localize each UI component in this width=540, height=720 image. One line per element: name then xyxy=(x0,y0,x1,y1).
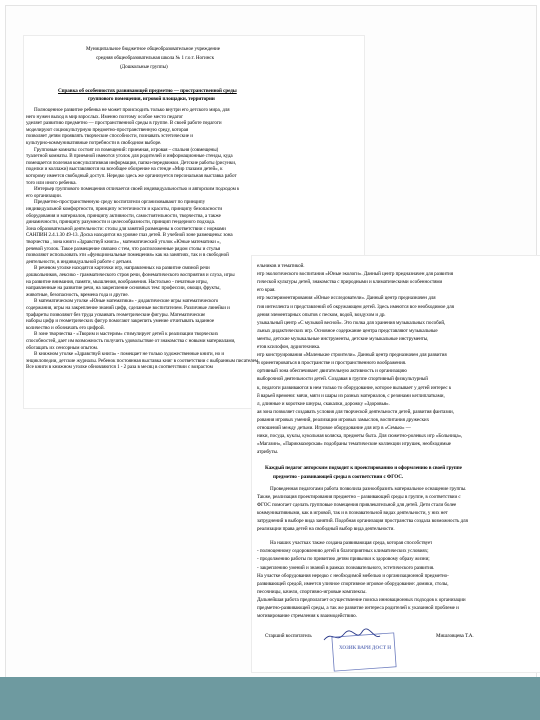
org-name-line-3: (Дошкольные группы) xyxy=(120,64,168,70)
second-page-body-line: атрибуты. xyxy=(257,449,279,456)
first-page-body-line: речевой уголок. Такое размещение связано с тем, что расположенные рядом столы и стулья xyxy=(26,245,221,252)
second-page-body-line: коммуникативными, как в игровой, так и в познавательной видах деятельности, у них нет xyxy=(257,509,448,516)
second-page-body-line: Дальнейшая работа предполагает осуществление поиска инновационных подходов к организации xyxy=(257,596,466,603)
second-page-body-line: На наших участках также создана развивающая среда, которая способствует xyxy=(270,540,433,547)
first-page-body-line: САНПИН 2.4.1.30 49-13. Доска находится на уровне глаз детей. В учебной зоне размещены: зона xyxy=(26,232,233,239)
first-page-body-line: поделки и коллажи) выставляются на всеобщее обозрение на стенде «Мир глазами детей», к xyxy=(26,166,223,173)
second-page-body-line: ортивный зона обеспечивает двигательную активность и организацию xyxy=(257,368,407,375)
second-page-body-line: затруднений в выборе вида занятий. Подобная организация пространства создала возможность для xyxy=(257,518,468,524)
footer-band xyxy=(0,677,540,720)
org-name-line-1: Муниципальное бюджетное общеобразовательное учреждение xyxy=(86,46,220,52)
first-page-body-line: способностей, дает им возможность получить удовольствие от знакомства с новыми материалами, xyxy=(26,338,236,344)
first-page-body-line: В речевом уголке находятся карточки игр, направленных на развитие связной речи xyxy=(34,265,210,272)
first-page-body-line: на развитие внимания, памяти, мышления, воображения. Настольно - печатные игры, xyxy=(26,278,208,285)
first-page-body-line: обогащать их сенсорным опытом. xyxy=(26,344,99,351)
second-page-body-line: нтр конструирования «Маленькие строители». Данный центр предназначен для развития xyxy=(257,352,447,359)
second-page-body-line: и ориентироваться в пространстве и пространственного воображения. xyxy=(257,360,407,367)
second-page-body-line: ельников и тематикой. xyxy=(257,263,305,269)
first-page-body-line: животные, безопасность, времена года и другие. xyxy=(26,291,129,298)
first-page-body-line: индивидуальной комфортности, принципу эстетичности и красоты, принципу безопасности xyxy=(26,206,223,212)
first-page-body-line: Интерьер группового помещения отличается своей индивидуальностью и авторским подходом к xyxy=(34,186,240,193)
first-page-body-line: энциклопедии, детские журналы. Ребенок постоянная выставка книг в соответствии с выбранным писателем. xyxy=(26,357,260,364)
first-page-body-line: дошкольников, лексико - грамматического строя речи, фонематического восприятия и слуха, игры xyxy=(26,272,235,278)
second-page-body-line: нтр экологического воспитания «Юные экологи». Данный центр предназначен для развития xyxy=(257,271,453,278)
second-page-body-line: реализации права детей на свободный выбор вида деятельности. xyxy=(257,526,395,533)
first-page-body-line: которому имеется свободный доступ. Нередко здесь же организуется персональная выставка работ xyxy=(26,173,237,179)
second-page-body-line: выборочной деятельности детей. Создавая в группе спортивный физкультурный xyxy=(257,376,428,383)
first-page-body-line: Все книги в книжном уголке обновляются 1 - 2 раза в месяц в соответствии с возрастом xyxy=(26,364,213,371)
second-page-body-line: рования игровых умений, реализации игровых замыслов, воспитания дружеских xyxy=(257,416,430,423)
first-page-body-line: В зоне творчества - «Творим и мастерим» стимулирует детей к реализации творческих xyxy=(34,331,219,338)
signature-role: Старший воспитатель xyxy=(265,633,312,639)
second-page-body-line: предметно - развивающей среды в соответствии с ФГОС. xyxy=(273,473,404,480)
second-page-body-line: - продолжению работы по привитию детям привычки к здоровому образу жизни; xyxy=(257,556,430,563)
second-page-body-line: предметно-развивающей среды, а так же развитие интереса родителей к указанной проблеме и xyxy=(257,605,459,611)
first-page-body-line: помещается полезная консультативная информация, папки-передвижки. Детские работы (рисунки, xyxy=(26,159,237,166)
stamp-mark xyxy=(331,631,401,675)
document-title-line-2: группового помещения, игровой площадки, территории xyxy=(88,96,215,102)
first-page-body-line: позволяет детям проявлять творческие способности, познавать эстетические и xyxy=(26,133,193,140)
stamp-text: ХОЗИК ВАРИ ДОСТ Н xyxy=(339,646,392,651)
first-page-body-line: направленные на развитие речи, на закрепление основных тем: профессии, овощи, фрукты, xyxy=(26,285,221,292)
first-page-body-line: Зона образовательной деятельности: столы для занятий размещены в соответствии с нормами xyxy=(26,225,226,232)
document-title-line-1: Справка об особенностях развивающей предметно — пространственной среды xyxy=(58,88,237,94)
first-page-body-line: моделируют социокультурную предметно-пространственную среду, которая xyxy=(26,126,189,133)
first-page-body-line: Групповые комнаты состоят из помещений: приемная, игровая – спальня (совмещены) xyxy=(34,146,219,153)
second-page-body-line: л, длинные и короткие шнуры, скакалки, дорожку «Здоровья». xyxy=(257,400,390,407)
second-page-body-line: нтр экспериментирования «Юные исследователи». Данный центр предназначен для xyxy=(257,295,436,302)
second-page-body-line: - закреплению умений и знаний в рамках познавательного, эстетического развития. xyxy=(257,564,435,571)
first-page-body-line: культурно-коммуникативные потребности в свободном выборе. xyxy=(26,140,162,146)
second-page-body-line: ники, посуда, куклы, кукольная коляска, предметы быта. Для сюжетно-ролевых игр «Больница», xyxy=(257,433,463,440)
first-page-body-line: наборы цифр и геометрических фигур помогают закрепить умение отчитывать заданное xyxy=(26,318,215,325)
first-page-body-line: Полноценное развитие ребенка не может происходить только внутри его детского мира, для xyxy=(34,107,230,113)
first-page-body-line: того или иного ребенка. xyxy=(26,179,77,186)
first-page-body-line: В математическом уголке «Юные математики» - дидактические игры математического xyxy=(34,298,219,305)
second-page-body-line: менты, детские музыкальные инструменты, детские музыкальные инструменты, xyxy=(257,335,429,342)
second-page-body-line: й варьей времени: мячи, мяги и шары из разных материалов, с резинами кеглиплатками, xyxy=(257,392,445,399)
second-page-body-line: Каждый педагог авторским подходит к проектированию и оформлению в своей группе xyxy=(265,465,462,472)
first-page-body-line: туалетной комнаты. В приемной имеются уголок для родителей и информационные стенды, куда xyxy=(26,153,233,160)
second-page-body-line: льных дидактических игр. Основное содержание центра представляют музыкальные xyxy=(257,327,438,334)
first-page-body-line: В книжном уголке «Здравствуй книга» - помещает не только художественные книги, но и xyxy=(34,351,225,358)
second-page-body-line: песочницы, качели, спортивно-игровые комплексы. xyxy=(257,588,367,595)
first-page-body-line: Предметно-пространственную среду воспитатели организовывают по принципу xyxy=(34,199,206,206)
second-page-body-line: ая зона позволяет создавать условия для творческой деятельности детей, развития фантазии, xyxy=(257,408,454,415)
first-page-body-line: творчества , зона книги «Здравствуй книга» , математический уголок «Юные математики », xyxy=(26,239,221,245)
second-page-body-line: к, педагоги развиваются в нем только то оборудование, которое вызывает у детей интерес к xyxy=(257,384,452,391)
second-page-body-line: «Магазин», «Парикмахерская» подобраны тематические коллекции игрушек, необходимые xyxy=(257,441,451,448)
second-page-body-line: етов ксилофон, аудиотехника. xyxy=(257,344,321,350)
org-name-line-2: средняя общеобразовательная школа № 1 г.о.т. Ногинск xyxy=(96,55,215,61)
first-page-body-line: него нужен выход в мир взрослых. Именно поэтому особое место педагог xyxy=(26,113,184,120)
second-page-body-line: - полноценному оздоровлению детей в благоприятных климатических условиях; xyxy=(257,548,429,555)
signature-name: Мишловцева Т.А. xyxy=(436,633,474,639)
first-page-body-line: количество и обозначать его цифрой. xyxy=(26,324,105,331)
first-page-body-line: содержания, игры на закрепление знаний цифр, сделанные воспитателем. Различные линейки и xyxy=(26,305,230,311)
first-page-body-line: деятельности, в индивидуальной работе с детьми. xyxy=(26,258,133,265)
first-page-body-line: трафареты позволяют без труда усваивать геометрические фигуры. Математические xyxy=(26,311,206,318)
second-page-body-line: развивающей средой, имеется уличное спортивное игровое оборудование: домики, столы, xyxy=(257,580,449,587)
first-page-body-line: оборудования и материалов, принципу активности, самостоятельности, творчества, а также xyxy=(26,212,221,219)
second-page-body-line: гической культуры детей, знакомства с природными и климатическими особенностями xyxy=(257,279,443,286)
first-page-body-line: уделяет развитию предметно — пространственной среды в группе. В своей работе педагоги xyxy=(26,120,222,127)
second-page-body-line: мотивирование стремления к взаимодействию. xyxy=(257,613,357,620)
second-page-body-line: отношений между детьми. Игровое оборудование для игр в «Семью» — xyxy=(257,425,411,431)
first-page-body-line: позволяют использовать эти «функциональные помещения» как на занятиях, так и в свободной xyxy=(26,252,229,259)
first-page-body-line: динамичности, принципу разумности и целесообразности, принцип гендерного подхода. xyxy=(26,219,216,226)
second-page-body-line: гия интеллекта и представлений об окружающем детей. Здесь имеются все необходимое для xyxy=(257,303,454,310)
second-page-body-line: узыкальный центр «С музыкой весной». Это полка для хранения музыкальных пособий, xyxy=(257,319,446,326)
second-page-body-line: Проведенная педагогами работа позволила разнообразить материальное оснащение группы. xyxy=(270,485,467,492)
second-page-body-line: его края. xyxy=(257,287,276,294)
second-page-body-line: Также, реализация проектирования предметно – развивающей среды в группе, в соответствии с xyxy=(257,493,461,500)
official-stamp xyxy=(331,631,401,675)
second-page-body-line: ФГОС помогает сделать групповые помещения привлекательной для детей. Дети стали более xyxy=(257,501,457,508)
second-page-body-line: На участке оборудования нередко с необходимой мебелью и организационной предметно- xyxy=(257,572,449,579)
first-page-body-line: его организации. xyxy=(26,192,62,199)
second-page-body-line: дения элементарных опытов с песком, водой, воздухом и др. xyxy=(257,311,386,318)
